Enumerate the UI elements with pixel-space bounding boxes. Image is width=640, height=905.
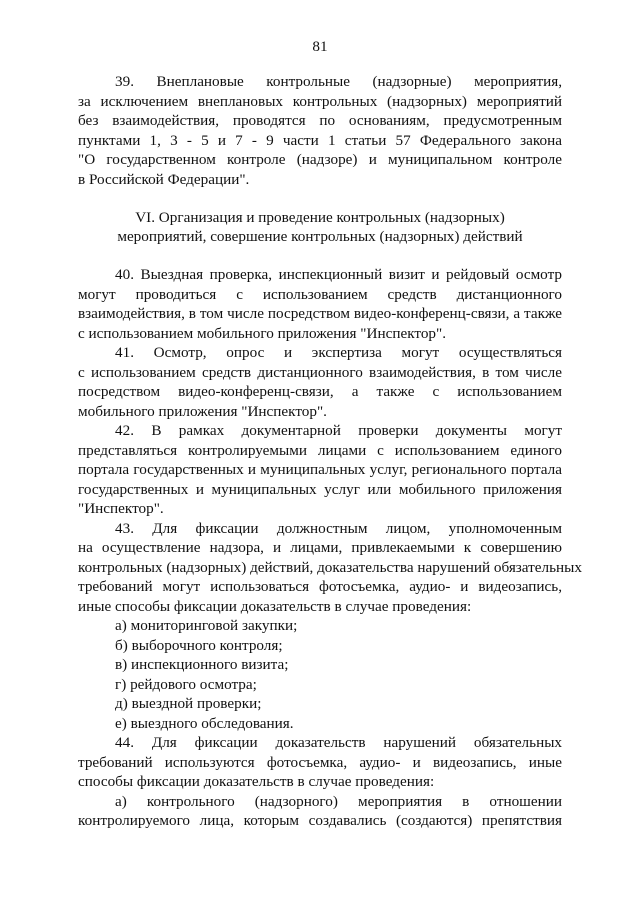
item-40-line-1: 40. Выездная проверка, инспекционный визит и рейдовый осмотр	[115, 266, 562, 283]
item-44-line-2: требований используются фотосъемка, аудио- и видеозапись, иные	[78, 754, 562, 771]
item-43-line-1: 43. Для фиксации должностным лицом, уполномоченным	[115, 520, 562, 537]
item-41-line-1: 41. Осмотр, опрос и экспертиза могут осуществляться	[115, 344, 562, 361]
item-41-line-4: мобильного приложения "Инспектор".	[78, 403, 327, 420]
item-42-line-4: государственных и муниципальных услуг или мобильного приложения	[78, 481, 562, 498]
item-41-line-3: посредством видео-конференц-связи, а также с использованием	[78, 383, 562, 400]
list-item-b: б) выборочного контроля;	[115, 637, 283, 654]
item-40-line-4: с использованием мобильного приложения "Инспектор".	[78, 325, 446, 342]
item-39-line-5: "О государственном контроле (надзоре) и муниципальном контроле	[78, 151, 562, 168]
item-39-line-2: за исключением внеплановых контрольных (надзорных) мероприятий	[78, 93, 562, 110]
item-40-line-3: взаимодействия, в том числе посредством видео-конференц-связи, а также	[78, 305, 562, 322]
item-43-line-4: требований могут использоваться фотосъемка, аудио- и видеозапись,	[78, 578, 562, 595]
list-item-e: д) выездной проверки;	[115, 695, 262, 712]
item-44-line-3: способы фиксации доказательств в случае проведения:	[78, 773, 435, 790]
list-item-c: в) инспекционного визита;	[115, 656, 289, 673]
list-item-a: а) мониторинговой закупки;	[115, 617, 298, 634]
item-44-subitem-a-line-2: контролируемого лица, которым создавались (создаются) препятствия	[78, 812, 562, 829]
item-39-line-1: 39. Внеплановые контрольные (надзорные) мероприятия,	[115, 73, 562, 90]
item-43-line-2: на осуществление надзора, и лицами, привлекаемыми к совершению	[78, 539, 562, 556]
section-heading-line-2: мероприятий, совершение контрольных (надзорных) действий	[117, 228, 523, 245]
item-40-line-2: могут проводиться с использованием средств дистанционного	[78, 286, 562, 303]
item-44-line-1: 44. Для фиксации доказательств нарушений обязательных	[115, 734, 562, 751]
item-42-line-3: портала государственных и муниципальных услуг, регионального портала	[78, 461, 562, 478]
item-42-line-5: "Инспектор".	[78, 500, 164, 517]
item-44-subitem-a-line-1: а) контрольного (надзорного) мероприятия в отношении	[115, 793, 562, 810]
item-39-line-3: без взаимодействия, проводятся по основаниям, предусмотренным	[78, 112, 562, 129]
item-43-line-3: контрольных (надзорных) действий, доказательства нарушений обязательных	[78, 559, 582, 576]
item-41-line-2: с использованием средств дистанционного взаимодействия, в том числе	[78, 364, 562, 381]
section-heading-line-1: VI. Организация и проведение контрольных (надзорных)	[135, 209, 505, 226]
list-item-f: е) выездного обследования.	[115, 715, 294, 732]
item-42-line-2: представляться контролируемыми лицами с использованием единого	[78, 442, 562, 459]
item-42-line-1: 42. В рамках документарной проверки документы могут	[115, 422, 562, 439]
list-item-d: г) рейдового осмотра;	[115, 676, 257, 693]
item-43-line-5: иные способы фиксации доказательств в случае проведения:	[78, 598, 472, 615]
item-39-line-6: в Российской Федерации".	[78, 171, 250, 188]
item-39-line-4: пунктами 1, 3 - 5 и 7 - 9 части 1 статьи 57 Федерального закона	[78, 132, 562, 149]
page-number: 81	[312, 38, 328, 55]
